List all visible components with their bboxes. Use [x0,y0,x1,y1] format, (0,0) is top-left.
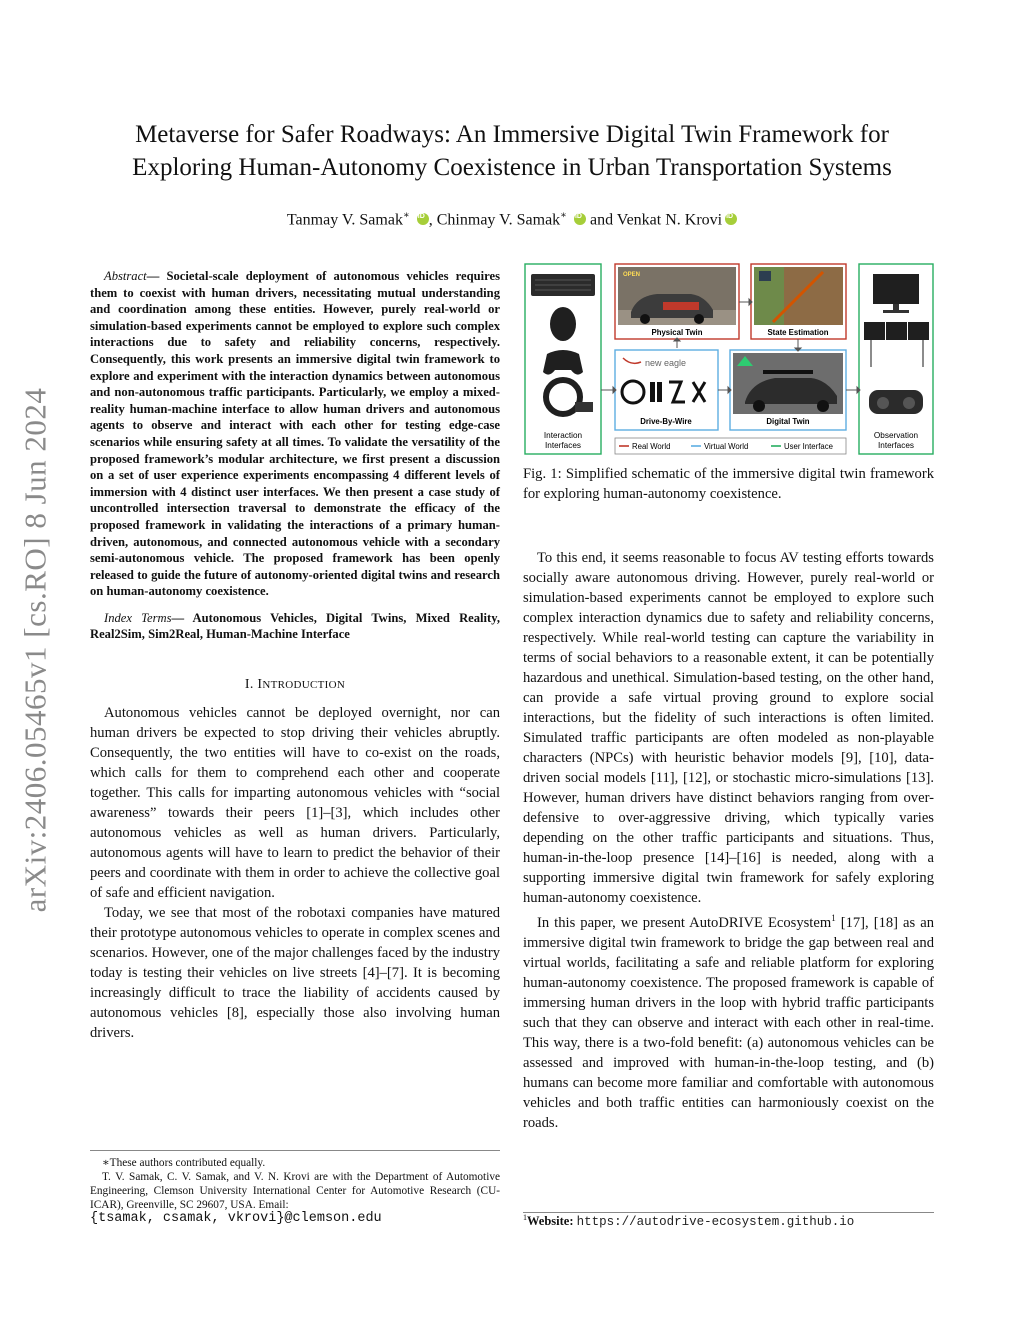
legend-virtual-world: Virtual World [704,442,749,451]
legend-real-world: Real World [632,442,671,451]
author-3: and Venkat N. Krovi [585,211,723,229]
arxiv-stamp [10,340,60,960]
section-title-rest: NTRODUCTION [262,679,346,692]
triple-monitor-icon [864,322,885,340]
physical-twin-label: Physical Twin [651,328,703,337]
legend-user-interface: User Interface [784,442,833,451]
author-1: Tanmay V. Samak [286,211,403,229]
drive-by-wire-label: Drive-By-Wire [640,417,692,426]
author-list [80,210,944,229]
footnotes [90,1150,500,1226]
index-terms-text: Autonomous Vehicles, Digital Twins, Mixed Reality, Real2Sim, Sim2Real, Human-Machine Interface [90,610,500,642]
monitor-icon [873,274,919,304]
intro-paragraph-1: Autonomous vehicles cannot be deployed overnight, nor can human drivers be expected to stop driving their vehicles abruptly. Consequently, the two entities will have to co-exist on the roads, which calls for them to comprehend each other and cooperate together. This calls for imparting autonomous vehicles with “social awareness” towards their peers [1]–[3], which includes other autonomous vehicles as well as human drivers. Particularly, autonomous agents will have to learn to predict the behavior of their peers and coordinate with them in order to achieve the collective goal of safe and efficient navigation. [90,705,500,902]
left-column [90,268,500,1043]
abstract [90,268,500,600]
index-terms [90,610,500,643]
website-label: Website: [527,1214,574,1229]
mouse-icon [550,307,576,341]
figure-1-schematic [523,262,935,458]
author-2: , Chinmay V. Samak [428,211,561,229]
abstract-label: Abstract [104,269,147,283]
right-paragraph-1: To this end, it seems reasonable to focus AV testing efforts towards socially aware autonomous driving. However, purely real-world or simulation-based experiments cannot be employed to explore such complex interaction dynamics due to safety and reliability concerns, respectively. While real-world testing can capture the variability in terms of social behaviors to a reasonable extent, it can be potentially hazardous and unethical. Simulation-based testing, on the other hand, can provide a safe virtual proving ground to explore social interactions, but the fidelity of such interactions is often limited. Simulated traffic participants are often modeled as non-playable characters (NPCs) with heuristic behavior models [9], [10], data-driven social models [11], [12], or stochastic micro-simulations [13]. However, human drivers have distinct behaviors ranging from over-defensive to over-aggressive driving, which typically varies depending on the other traffic participants and situations. Thus, human-in-the-loop presence [14]–[16] is needed, along with a supporting immersive digital twin framework for safely exploring human-autonomy coexistence. [523,550,934,906]
equal-contribution-mark: ∗ [402,210,410,221]
website-footnote-mark: 1 [831,913,836,923]
website-footnote-number: 1 [523,1213,527,1222]
section-heading-introduction [90,677,500,693]
open-logo-text: OPEN [623,272,641,278]
equal-contribution-mark: ∗ [560,210,567,221]
right-paragraph-2-start: In this paper, we present AutoDRIVE Ecosystem [537,914,832,931]
footnote-equal: ∗These authors contributed equally. [102,1157,266,1169]
new-eagle-logo: new eagle [645,358,687,368]
figure-1 [523,262,935,458]
observation-label-line1: Observation [873,431,919,440]
arxiv-id: arXiv:2406.05465v1 [cs.RO] 8 Jun 2024 [17,387,53,913]
paper-title [80,118,944,184]
website-footnote [523,1212,934,1229]
title-line-1: Metaverse for Safer Roadways: An Immersive Digital Twin Framework for [135,121,889,148]
interaction-label-line1: Interaction [543,431,583,440]
observation-label-line2: Interfaces [878,441,914,450]
orcid-icon[interactable] [574,213,586,225]
index-terms-dash: — [171,610,185,625]
pedal-icon [650,382,655,402]
abstract-text: Societal-scale deployment of autonomous vehicles requires them to coexist with human drivers, necessitating mutual understanding and coordination among these entities. However, purely real-world or simulation-based experiments cannot be employed to explore such complex interactions due to safety and reliability concerns, respectively. Consequently, this work presents an immersive digital twin framework to explore and experiment with the interaction dynamics between autonomous and non-autonomous traffic participants. Particularly, we employ a mixed-reality human-machine interface to allow human drivers and autonomous agents to observe and interact with each other for testing edge-case scenarios while ensuring safety at all times. To validate the versatility of the proposed framework’s modular architecture, we first present a discussion on a set of user experience experiments encompassing 4 different levels of immersion with 4 distinct user interfaces. We then present a case study of uncontrolled intersection traversal to demonstrate the efficacy of the proposed framework in validating the interactions of a primary human-driven, autonomous, and connected autonomous vehicle with a secondary semi-autonomous vehicle. The proposed framework has been openly released to guide the future of autonomy-oriented digital twins and research on human-autonomy coexistence. [90,269,500,599]
state-estimation-label: State Estimation [767,328,829,337]
footnote-affiliation: T. V. Samak, C. V. Samak, and V. N. Krovi are with the Department of Automotive Engineering, Clemson University International Center for Automotive Research (CU-ICAR), Greenville, SC 29607, USA. Email: [90,1171,500,1211]
digital-twin-label: Digital Twin [766,417,810,426]
orcid-icon[interactable] [725,213,737,225]
right-paragraph-2-rest: [17], [18] as an immersive digital twin framework to bridge the gap between real and virtual worlds, facilitating a safe and reliable platform for exploring human-autonomy coexistence. The proposed framework is capable of immersing human drivers in the loop with hybrid traffic participants such that they can observe and interact with each other in real-time. This way, there is a two-fold benefit: (a) autonomous vehicles can be assessed and improved with human-in-the-loop testing, and (b) humans can become more familiar and comfortable with autonomous vehicles and both traffic entities can harmoniously coexist on the roads. [523,914,934,1131]
figure-1-caption: Fig. 1: Simplified schematic of the immersive digital twin framework for exploring human-autonomy coexistence. [523,466,934,502]
website-url[interactable]: https://autodrive-ecosystem.github.io [576,1215,855,1230]
intro-paragraph-2: Today, we see that most of the robotaxi companies have matured their prototype autonomous vehicles to operate in complex scenes and scenarios. However, one of the major challenges faced by the industry today is testing their vehicles on live streets [4]–[7]. It is becoming increasingly difficult to trace the liability of accidents caused by autonomous vehicles [8], especially those also involving human drivers. [90,905,500,1042]
title-line-2: Exploring Human-Autonomy Coexistence in Urban Transportation Systems [132,154,892,181]
section-numeral: I. I [244,677,263,693]
index-terms-label: Index Terms [104,610,172,625]
right-paragraph-2 [523,908,934,1133]
interaction-label-line2: Interfaces [545,441,581,450]
right-column [523,548,934,1133]
footnote-email: {tsamak, csamak, vkrovi}@clemson.edu [90,1211,382,1226]
abstract-dash: — [146,269,160,283]
orcid-icon[interactable] [417,213,429,225]
